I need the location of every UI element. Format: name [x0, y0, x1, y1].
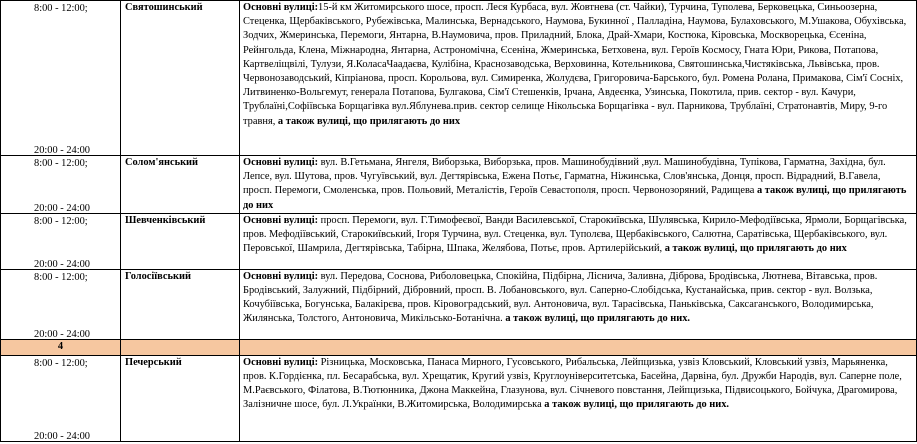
streets-list: 15-й км Житомирського шосе, просп. Леся Курбаса, вул. Жовтнева (ст. Чайки), Турчина, Туполева, Берковецька, Синьоозерна, Стеценка, Щербаківського, Рубежівська, Малинська, Вернадського, Наумова, Букинної , Палладіна, Наумова, Булаховського, М.Ушакова, Обухівська, Зодчих, Жмеринська, Перемоги, Янтарна, В.Наумовича, пров. Приладний, Блока, Драй-Хмари, Костюка, Кіровська, Москворецька, Єсеніна, Рейнгольда, Клена, Міжнародна, Янтарна, Астрономічна, Єсеніна, Жмеринська, Бетховена, вул. Героїв Космосу, Гната Юри, Рикова, Потапова, Картвеліщвілі, Тулузи, Я.КоласаЧаадаєва, Кулібіна, Краснозаводська, Верховинна, Котельникова, Святошинська,Чистяківська, Львівська, пров. Червонозаводський, Кіпріанова, просп. Корольова, вул. Симиренка, Жолудєва, Григоровича-Барського, бул. Ромена Ролана, Примакова, Сім'ї Сосніх, Литвиненко-Вольгемут, генерала Потапова, Булгакова, Сім'ї Стешенків, Ірчана, Авдеєнка, Узинська, Покотила, прив. сектор - вул. Качури, Трублаїні,Софіївська Борщагівка вул.Яблунева.прив. сектор селище Нікольська Борщагівка - вул. Парникова, Трублаїні, Стратонавтів, Миру, 9-го травня, [243, 2, 907, 127]
time-end: 20:00 - 24:00 [34, 202, 90, 214]
streets-tail: а також вулиці, що прилягають до них [277, 115, 461, 127]
time-end: 20:00 - 24:00 [34, 258, 90, 270]
streets-label: Основні вулиці: [243, 356, 319, 368]
streets-list: просп. Перемоги, вул. Г.Тимофеєвої, Ванди Василевської, Старокиївська, Шулявська, Кирило-Мефодіївська, Ярмоли, Борщагівська, пров. Мефодіївський, Старокиївський, Ігоря Турчина, вул. Стеценка, вул. Туполєва, Щербаківського, Салютна, Саратівська, Щербаківського, вул. Перовської, Шамрила, Дегтярівська, Табірна, Шпака, Желябова, Потьє, пров. Артилерійський, [243, 214, 907, 255]
group-separator-row [1, 339, 917, 355]
time-start: 8:00 - 12:00; [34, 357, 88, 369]
table-row [1, 355, 917, 441]
separator-cell [240, 339, 917, 355]
time-end: 20:00 - 24:00 [34, 144, 90, 156]
district-name: Голосіївський [121, 269, 240, 339]
time-end: 20:00 - 24:00 [34, 328, 90, 340]
time-cell [1, 213, 121, 269]
streets-label: Основні вулиці: [243, 214, 319, 226]
group-number-cell [1, 339, 121, 355]
district-name: Печерський [121, 355, 240, 441]
group-number: 4 [57, 340, 64, 352]
table-row [1, 1, 917, 156]
time-cell [1, 269, 121, 339]
time-start: 8:00 - 12:00; [34, 271, 88, 283]
time-start: 8:00 - 12:00; [34, 215, 88, 227]
time-end: 20:00 - 24:00 [34, 430, 90, 442]
table-row [1, 213, 917, 269]
time-start: 8:00 - 12:00; [34, 158, 88, 169]
district-name: Святошинський [121, 1, 240, 156]
streets-tail: а також вулиці, що прилягають до них. [505, 313, 691, 325]
streets-label: Основні вулиці: [243, 2, 319, 13]
streets-tail: а також вулиці, що прилягають до них [243, 185, 907, 211]
streets-tail: а також вулиці, що прилягають до них. [544, 399, 730, 411]
streets-cell [240, 1, 917, 156]
time-cell [1, 355, 121, 441]
streets-cell [240, 355, 917, 441]
district-name: Шевченківський [121, 213, 240, 269]
streets-cell [240, 269, 917, 339]
streets-list: вул. В.Гетьмана, Янгеля, Виборзька, Виборзька, пров. Машинобудівний ,вул. Машинобудівна, Тупікова, Гарматна, Західна, бул. Лепсе, вул. Шутова, пров. Чугуївський, вул. Дегтярівська, Ежена Потьє, Гарматна, Ніжинська, Слов'янська, Донця, просп. Відрадний, В.Гавела, просп. Перемоги, Смоленська, пров. Польовий, Металістів, Героїв Севастополя, просп. Червонозоряний, Радищева [243, 157, 886, 197]
streets-cell [240, 213, 917, 269]
streets-label: Основні вулиці: [243, 270, 319, 282]
time-start: 8:00 - 12:00; [34, 3, 88, 14]
table-row [1, 269, 917, 339]
separator-cell [121, 339, 240, 355]
streets-tail: а також вулиці, що прилягають до них [664, 243, 847, 255]
district-name: Солом'янський [121, 156, 240, 214]
table-row [1, 156, 917, 214]
time-cell [1, 156, 121, 214]
streets-cell [240, 156, 917, 214]
streets-label: Основні вулиці: [243, 157, 319, 168]
streets-list: вул. Передова, Соснова, Риболовецька, Спокійна, Підбірна, Лісничa, Заливна, Діброва, Бродівська, Лютнева, Вітавська, пров. Бродівський, Залужний, Підбірний, Дібровний, просп. В. Лобановського, вул. Саперно-Слобідська, Кустанайська, прив. сектор - вул. Волзька, Кочубіївська, Богунська, Балакірєва, пров. Кіровоградський, вул. Антоновича, вул. Тарасівська, Паньківська, Саксаганського, Володимирська, Жилянська, Толстого, Антоновича, Микільсько-Ботанічна. [243, 270, 878, 325]
streets-list: Різницька, Московська, Панаса Мирного, Гусовського, Рибальська, Лейпцизька, узвіз Кловський, Кловський узвіз, Марьяненка, пров. К.Гордієнка, пл. Бесарабська, вул. Хрещатик, Кругий узвіз, Круглоуніверситетська, Басейна, Дарвіна, бул. Дружби Народів, вул. Саперне поле, М.Раєвського, Філатова, В.Тютюнника, Джона Маккейна, Глазунова, вул. Січневого повстання, Лейпцизька, Підвисоцького, Бойчука, Драгомирова, Залізничне шосе, бул. Л.Українки, В.Житомирська, Володимирська [243, 356, 902, 411]
time-cell [1, 1, 121, 156]
